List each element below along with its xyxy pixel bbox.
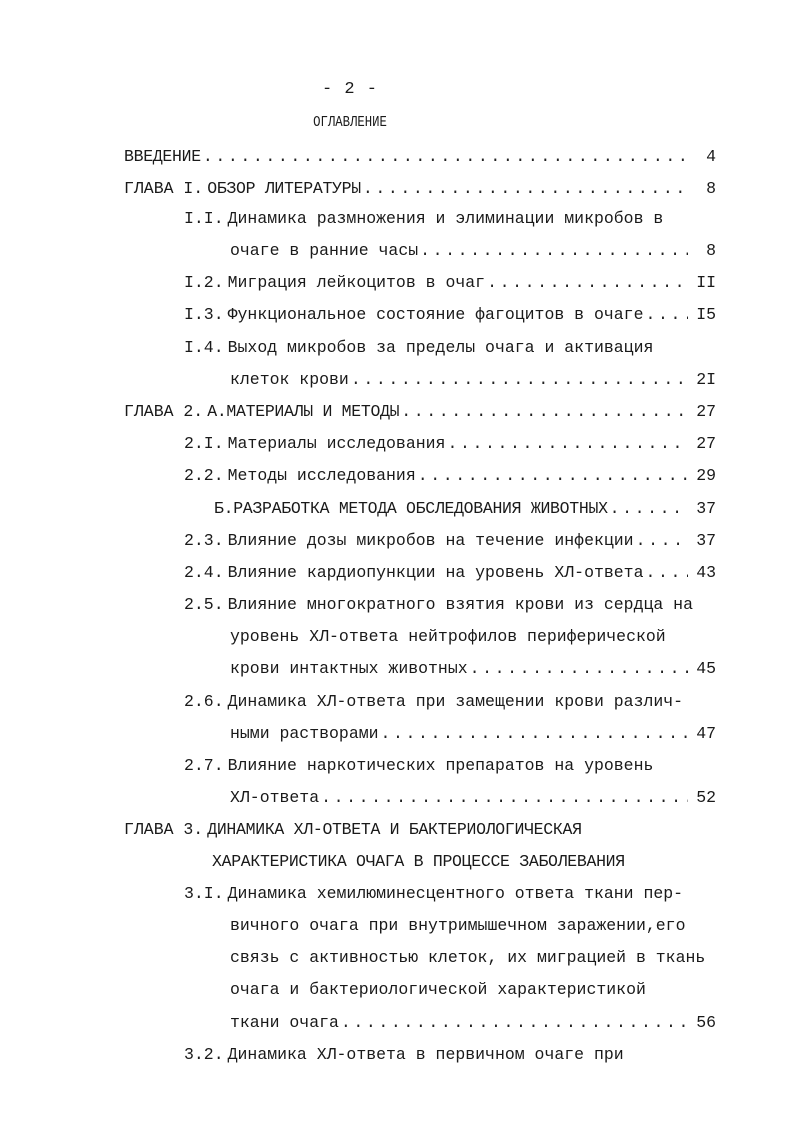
toc-entry-number: 2.6. [184, 692, 224, 711]
toc-entry [184, 462, 716, 490]
toc-entry-number: 2.2. [184, 466, 224, 485]
leader-dots [418, 462, 688, 490]
toc-entry-text: Материалы исследования [227, 434, 446, 453]
toc-entry-number: 2.5. [184, 595, 224, 614]
toc-entry-text: Влияние наркотических препаратов на уровень [227, 756, 654, 775]
toc-entry-text: ными растворами [230, 724, 379, 743]
toc-entry-number: ГЛАВА 3. [124, 820, 204, 839]
leader-dots [341, 1009, 688, 1037]
toc-entry-page: 8 [706, 179, 716, 198]
toc-entry-text: вичного очага при внутримышечном заражении,его [230, 916, 686, 935]
toc-entry [230, 237, 716, 265]
leader-dots [470, 655, 688, 683]
toc-entry-text: Миграция лейкоцитов в очаг [227, 273, 486, 292]
toc-entry [184, 591, 716, 619]
toc-entry-number: 3.2. [184, 1045, 224, 1064]
toc-entry [230, 655, 716, 683]
toc-entry-page: I5 [696, 305, 716, 324]
toc-entry-text: очага и бактериологической характеристикой [230, 980, 646, 999]
toc-entry-text: Влияние многократного взятия крови из сердца на [227, 595, 693, 614]
toc-entry-page: 29 [696, 466, 716, 485]
leader-dots [645, 301, 688, 329]
leader-dots [203, 143, 688, 171]
toc-entry-text: А.МАТЕРИАЛЫ И МЕТОДЫ [207, 402, 400, 421]
toc-entry [230, 784, 716, 812]
toc-entry-text: Влияние кардиопункции на уровень ХЛ-ответа [227, 563, 644, 582]
leader-dots [381, 720, 688, 748]
leader-dots [420, 237, 688, 265]
toc-title: ОГЛАВЛЕНИЕ [313, 114, 387, 131]
toc-entry-text: клеток крови [230, 370, 349, 389]
toc-entry [184, 527, 716, 555]
toc-entry-number: 2.3. [184, 531, 224, 550]
leader-dots [447, 430, 688, 458]
toc-entry-page: 52 [696, 788, 716, 807]
toc-entry [230, 912, 716, 940]
toc-entry-page: 45 [696, 659, 716, 678]
toc-entry-text: уровень ХЛ-ответа нейтрофилов периферической [230, 627, 666, 646]
toc-entry [230, 1009, 716, 1037]
toc-entry-number: 3.I. [184, 884, 224, 903]
toc-entry-text: Динамика ХЛ-ответа в первичном очаге при [227, 1045, 624, 1064]
leader-dots [636, 527, 688, 555]
toc-entry-number: 2.I. [184, 434, 224, 453]
toc-entry [124, 143, 716, 171]
toc-entry [184, 752, 716, 780]
toc-entry [230, 944, 716, 972]
toc-entry-page: II [696, 273, 716, 292]
toc-entry-number: I.2. [184, 273, 224, 292]
toc-entry-page: 43 [696, 563, 716, 582]
toc-entry-text: Влияние дозы микробов на течение инфекции [227, 531, 634, 550]
toc-entry-number: I.4. [184, 338, 224, 357]
toc-entry-text: Динамика хемилюминесцентного ответа ткани пер- [227, 884, 684, 903]
toc-entry [230, 366, 716, 394]
toc-entry-page: 8 [706, 241, 716, 260]
toc-entry-page: 37 [696, 531, 716, 550]
toc-entry [230, 976, 716, 1004]
toc-entry-number: 2.7. [184, 756, 224, 775]
toc-entry-text: ХЛ-ответа [230, 788, 320, 807]
toc-entry [230, 720, 716, 748]
toc-entry [230, 623, 716, 651]
toc-entry [124, 175, 716, 203]
leader-dots [610, 495, 688, 523]
page-number: - 2 - [321, 80, 378, 99]
toc-entry-text: крови интактных животных [230, 659, 468, 678]
toc-entry-page: 27 [696, 434, 716, 453]
toc-entry-number: I.3. [184, 305, 224, 324]
toc-entry [212, 848, 716, 876]
toc-entry [184, 559, 716, 587]
toc-entry-page: 27 [696, 402, 716, 421]
toc-entry [184, 430, 716, 458]
toc-entry-text: Методы исследования [227, 466, 416, 485]
toc-entry-page: 47 [696, 724, 716, 743]
toc-entry-text: Динамика размножения и элиминации микробов в [227, 209, 664, 228]
toc-entry-number: ГЛАВА I. [124, 179, 204, 198]
toc-entry-text: ДИНАМИКА ХЛ-ОТВЕТА И БАКТЕРИОЛОГИЧЕСКАЯ [207, 820, 582, 839]
toc-entry [184, 1041, 716, 1069]
leader-dots [321, 784, 688, 812]
toc-entry-page: 37 [696, 499, 716, 518]
toc-entry [184, 334, 716, 362]
toc-entry [124, 816, 716, 844]
toc-entry-text: ХАРАКТЕРИСТИКА ОЧАГА В ПРОЦЕССЕ ЗАБОЛЕВАНИЯ [212, 852, 625, 871]
toc-entry [184, 880, 716, 908]
leader-dots [351, 366, 688, 394]
toc-entry-text: Выход микробов за пределы очага и активация [227, 338, 654, 357]
toc-entry-page: 56 [696, 1013, 716, 1032]
toc-entry-number: I.I. [184, 209, 224, 228]
toc-entry [184, 301, 716, 329]
leader-dots [363, 175, 688, 203]
toc-entry-text: Б.РАЗРАБОТКА МЕТОДА ОБСЛЕДОВАНИЯ ЖИВОТНЫХ [214, 499, 608, 518]
toc-entry-text: Динамика ХЛ-ответа при замещении крови различ- [227, 692, 684, 711]
toc-entry-text: ОБЗОР ЛИТЕРАТУРЫ [207, 179, 361, 198]
toc-entry-text: ВВЕДЕНИЕ [124, 147, 201, 166]
toc-entry [184, 688, 716, 716]
toc-entry [184, 205, 716, 233]
toc-entry-text: связь с активностью клеток, их миграцией в ткань [230, 948, 706, 967]
toc-entry-text: ткани очага [230, 1013, 339, 1032]
toc-entry [124, 398, 716, 426]
toc-entry-number: 2.4. [184, 563, 224, 582]
toc-entry-text: Функциональное состояние фагоцитов в очаге [227, 305, 644, 324]
toc-entry-number: ГЛАВА 2. [124, 402, 204, 421]
leader-dots [401, 398, 688, 426]
toc-entry [184, 269, 716, 297]
toc-entry-text: очаге в ранние часы [230, 241, 419, 260]
toc-entry [214, 495, 716, 523]
toc-entry-page: 2I [696, 370, 716, 389]
leader-dots [487, 269, 688, 297]
toc-entry-page: 4 [706, 147, 716, 166]
leader-dots [645, 559, 688, 587]
